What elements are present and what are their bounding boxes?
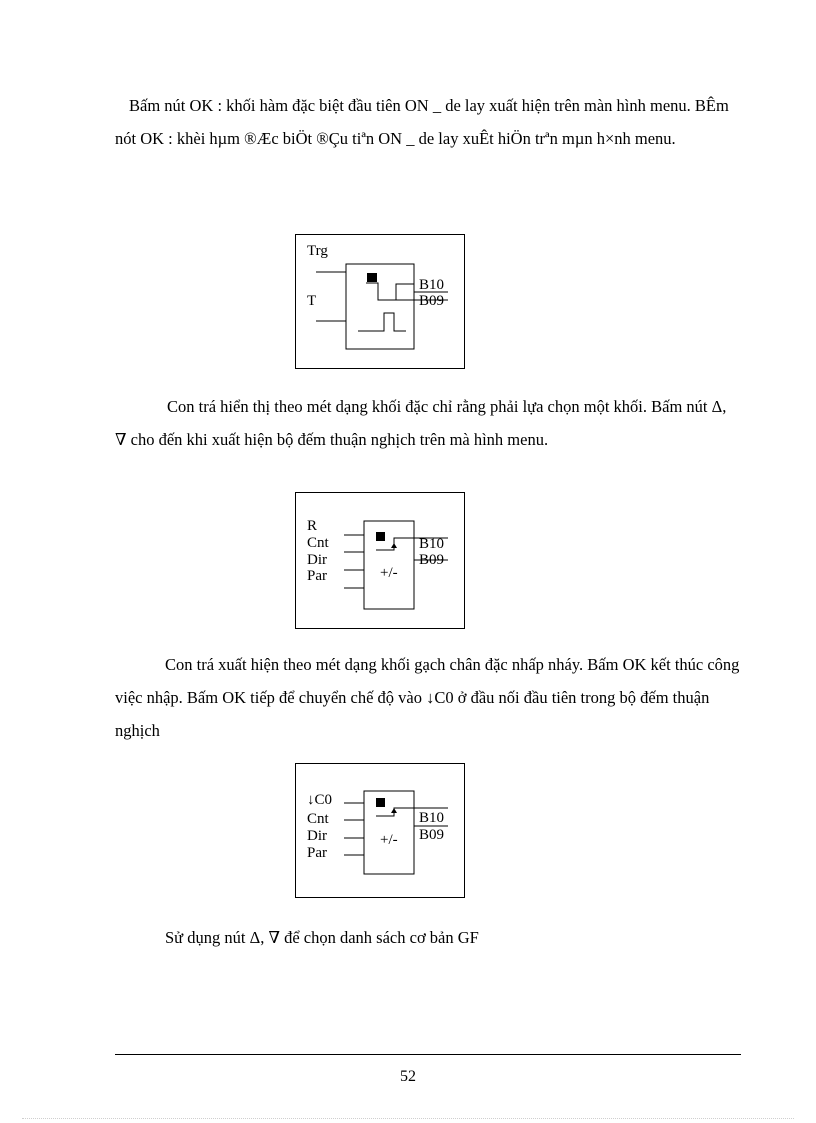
page-edge-divider: [22, 1118, 794, 1119]
input-label-c0: ↓C0: [307, 792, 333, 808]
input-label-par: Par: [307, 568, 327, 584]
counter-symbol: +/-: [380, 832, 398, 848]
input-label-cnt: Cnt: [307, 535, 329, 551]
input-label-dir: Dir: [307, 828, 327, 844]
input-label-dir: Dir: [307, 552, 327, 568]
counter-symbol: +/-: [380, 565, 398, 581]
footer-rule: [115, 1054, 741, 1055]
page-number: 52: [400, 1068, 416, 1085]
input-label-t: T: [307, 293, 317, 309]
output-label-b09: B09: [419, 552, 445, 568]
paragraph-3: Con trá xuất hiện theo mét dạng khối gạch chân đặc nhấp nháy. Bấm OK kết thúc công việc nhập. Bấm OK tiếp để chuyển chế độ vào ↓C0 ở đầu nối đầu tiên trong bộ đếm thuận nghịch: [115, 655, 740, 740]
figure-counter-block: [295, 492, 465, 629]
paragraph-1: Bấm nút OK : khối hàm đặc biệt đầu tiên ON _ de lay xuất hiện trên màn hình menu. BÊm nót OK : khèi hµm ®Æc biÖt ®Çu tiªn ON _ de lay xuÊt hiÖn trªn mµn h×nh menu.: [115, 96, 729, 148]
figure-timer-block: [295, 234, 465, 369]
input-label-r: R: [307, 518, 318, 534]
output-label-b10: B10: [419, 277, 445, 293]
input-label-trg: Trg: [307, 243, 328, 259]
input-label-cnt: Cnt: [307, 811, 329, 827]
input-label-par: Par: [307, 845, 327, 861]
paragraph-4: Sử dụng nút Δ, ∇ để chọn danh sách cơ bản GF: [165, 928, 479, 947]
output-label-b10: B10: [419, 810, 445, 826]
output-label-b09: B09: [419, 827, 445, 843]
paragraph-2: Con trá hiển thị theo mét dạng khối đặc chỉ rằng phải lựa chọn một khối. Bấm nút Δ, ∇ cho đến khi xuất hiện bộ đếm thuận nghịch trên mà hình menu.: [115, 397, 727, 449]
output-label-b10: B10: [419, 536, 445, 552]
output-label-b09: B09: [419, 293, 445, 309]
figure-counter-block-c0: [295, 763, 465, 898]
